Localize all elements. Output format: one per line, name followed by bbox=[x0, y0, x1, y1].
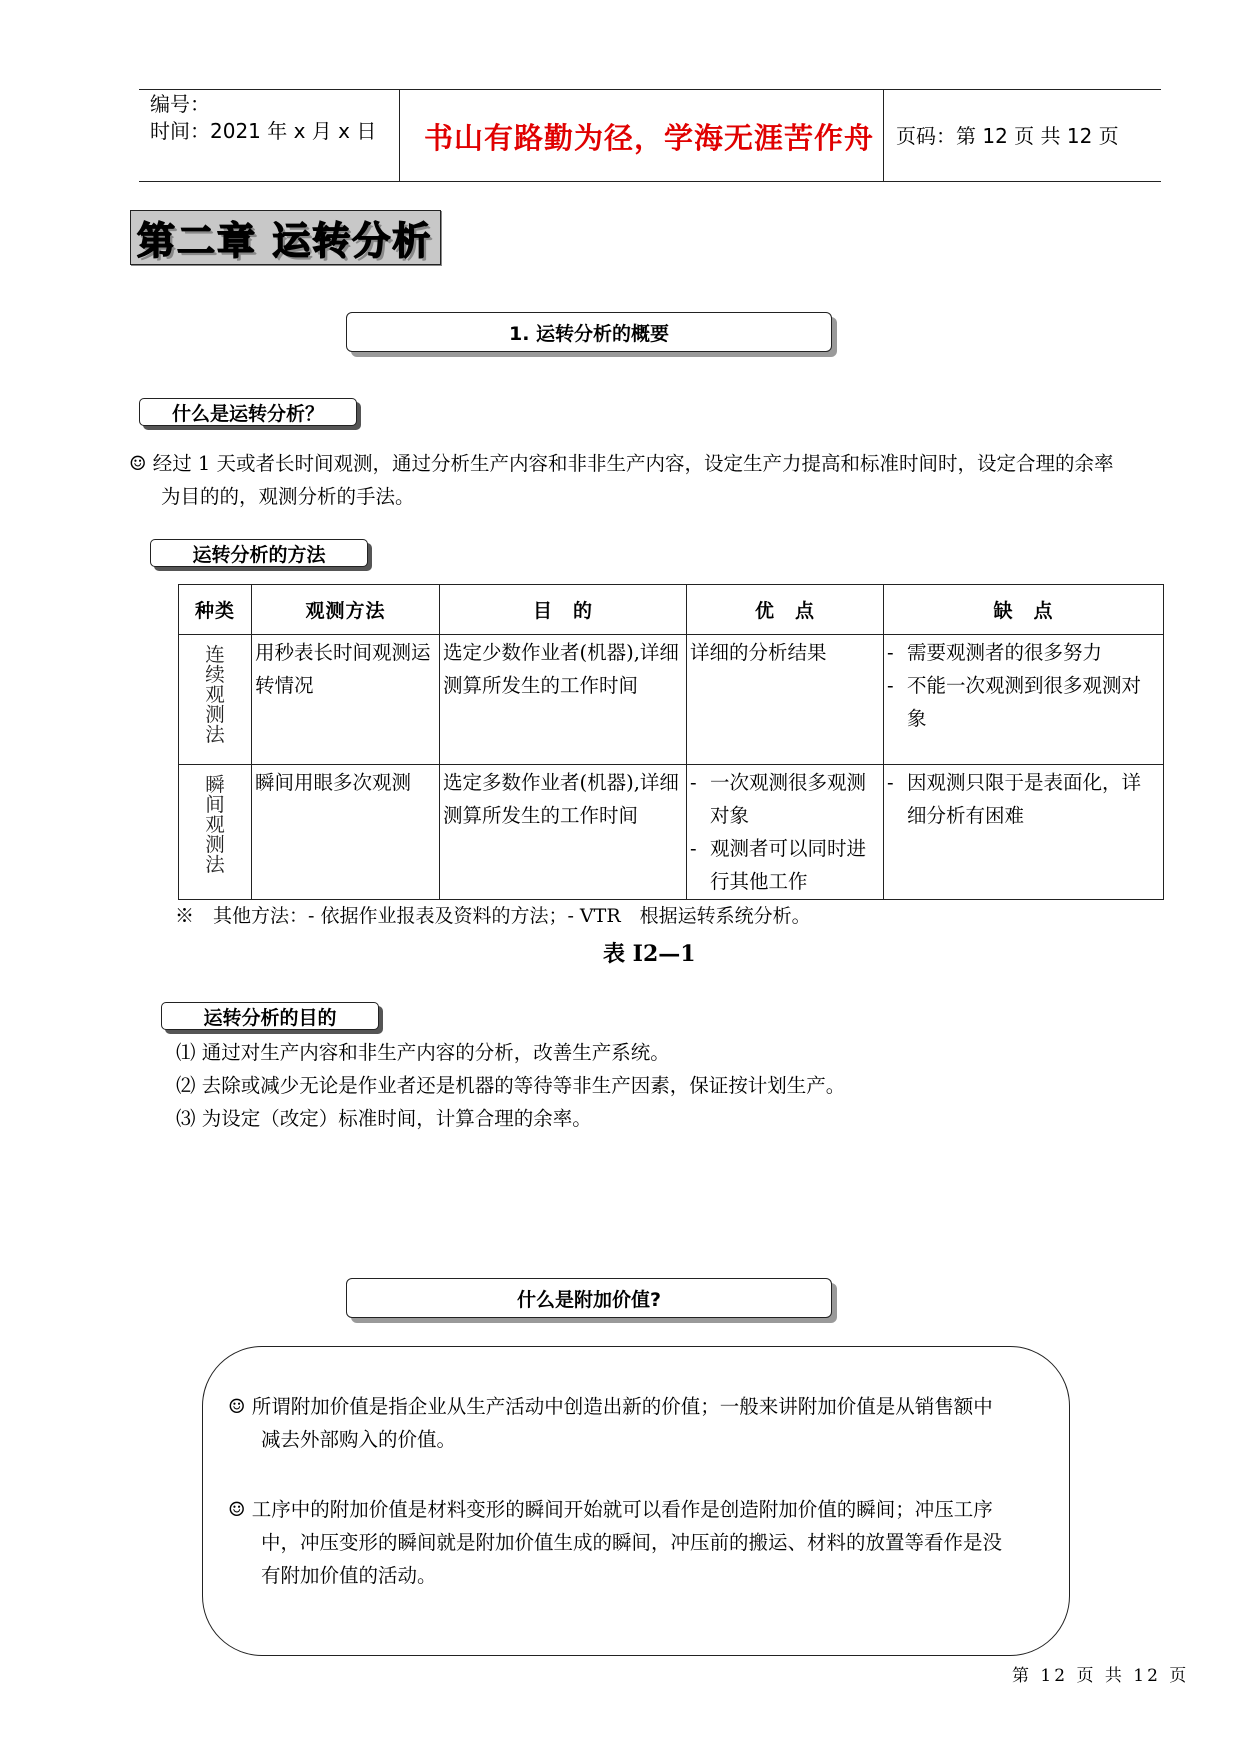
table-row bbox=[179, 635, 1164, 765]
pros-item bbox=[690, 766, 880, 832]
methods-heading-tag bbox=[150, 539, 368, 567]
pros-cell bbox=[687, 765, 884, 900]
cons-text: 需要观测者的很多努力 bbox=[907, 641, 1103, 664]
header-divider-left bbox=[399, 89, 400, 181]
chapter-title-box bbox=[130, 210, 441, 265]
value-added-p1-line: 减去外部购入的价值。 bbox=[261, 1428, 457, 1451]
header-bottom-rule bbox=[139, 181, 1161, 182]
list-item: ⑵ 去除或减少无论是作业者还是机器的等待等非生产因素，保证按计划生产。 bbox=[176, 1074, 846, 1097]
purpose-list bbox=[176, 1036, 845, 1135]
value-added-p2-line: 中，冲压变形的瞬间就是附加价值生成的瞬间，冲压前的搬运、材料的放置等看作是没 bbox=[261, 1531, 1003, 1554]
value-added-title: 什么是附加价值? bbox=[516, 1288, 662, 1311]
cons-item bbox=[887, 669, 1160, 735]
kind-char: 测 bbox=[205, 703, 225, 726]
list-item: ⑴ 通过对生产内容和非生产内容的分析，改善生产系统。 bbox=[176, 1041, 670, 1064]
col-kind: 种类 bbox=[179, 585, 252, 635]
pros-text: 一次观测很多观测对象 bbox=[710, 771, 867, 827]
value-added-p2-line: 工序中的附加价值是材料变形的瞬间开始就可以看作是创造附加价值的瞬间；冲压工序 bbox=[251, 1498, 993, 1521]
section-title-box bbox=[346, 312, 832, 352]
col-method: 观测方法 bbox=[252, 585, 440, 635]
method-cell: 用秒表长时间观测运转情况 bbox=[252, 635, 440, 765]
table-row bbox=[179, 765, 1164, 900]
value-added-paragraph-1 bbox=[228, 1390, 1058, 1456]
dash-mark: - bbox=[887, 674, 894, 697]
value-added-title-box bbox=[346, 1278, 832, 1318]
what-is-line-1: 经过 1 天或者长时间观测，通过分析生产内容和非非生产内容，设定生产力提高和标准时间时，设定合理的余率 bbox=[152, 452, 1114, 475]
table-header-row bbox=[179, 585, 1164, 635]
kind-char: 观 bbox=[205, 683, 225, 706]
pros-item bbox=[690, 832, 880, 898]
header-divider-right bbox=[883, 89, 884, 181]
dash-mark: - bbox=[887, 641, 894, 664]
col-pros: 优 点 bbox=[687, 585, 884, 635]
col-purpose: 目 的 bbox=[440, 585, 687, 635]
smiley-icon: ☺ bbox=[129, 452, 147, 475]
kind-char: 间 bbox=[205, 793, 225, 816]
page-footer: 第 12 页 共 12 页 bbox=[1012, 1666, 1190, 1686]
dash-mark: - bbox=[690, 771, 697, 794]
value-added-p2-line: 有附加价值的活动。 bbox=[261, 1564, 437, 1587]
cons-text: 因观测只限于是表面化，详细分析有困难 bbox=[907, 771, 1142, 827]
header-number-label: 编号： bbox=[150, 92, 210, 116]
section-title: 1. 运转分析的概要 bbox=[508, 322, 670, 345]
kind-char: 连 bbox=[205, 643, 225, 666]
dash-mark: - bbox=[887, 771, 894, 794]
kind-char: 测 bbox=[205, 833, 225, 856]
pros-cell bbox=[687, 635, 884, 765]
header-top-rule bbox=[139, 89, 1161, 90]
purpose-heading: 运转分析的目的 bbox=[203, 1006, 337, 1029]
what-is-heading-tag bbox=[139, 398, 357, 426]
purpose-cell: 选定少数作业者(机器),详细测算所发生的工作时间 bbox=[440, 635, 687, 765]
cons-item bbox=[887, 636, 1160, 669]
kind-char: 观 bbox=[205, 813, 225, 836]
smiley-icon: ☺ bbox=[228, 1498, 246, 1521]
what-is-heading: 什么是运转分析？ bbox=[171, 402, 324, 425]
kind-char: 瞬 bbox=[205, 773, 225, 796]
kind-cell bbox=[179, 765, 252, 900]
methods-note: ※ 其他方法：- 依据作业报表及资料的方法；- VTR 根据运转系统分析。 bbox=[175, 905, 811, 927]
cons-item bbox=[887, 766, 1160, 832]
smiley-icon: ☺ bbox=[228, 1395, 246, 1418]
header-page-label: 页码：第 12 页 共 12 页 bbox=[896, 124, 1119, 148]
list-item: ⑶ 为设定（改定）标准时间，计算合理的余率。 bbox=[176, 1107, 592, 1130]
col-cons: 缺 点 bbox=[884, 585, 1164, 635]
what-is-paragraph bbox=[129, 447, 1189, 513]
methods-table bbox=[178, 584, 1164, 900]
kind-cell bbox=[179, 635, 252, 765]
header-motto: 书山有路勤为径，学海无涯苦作舟 bbox=[424, 121, 875, 155]
value-added-paragraph-2 bbox=[228, 1493, 1058, 1592]
value-added-p1-line: 所谓附加价值是指企业从生产活动中创造出新的价值；一般来讲附加价值是从销售额中 bbox=[251, 1395, 993, 1418]
kind-char: 法 bbox=[205, 723, 225, 746]
kind-char: 续 bbox=[205, 663, 225, 686]
methods-heading: 运转分析的方法 bbox=[192, 543, 326, 566]
table-caption: 表 I2—1 bbox=[603, 941, 696, 967]
pros-item: 详细的分析结果 bbox=[690, 641, 827, 664]
kind-char: 法 bbox=[205, 853, 225, 876]
purpose-heading-tag bbox=[161, 1002, 379, 1030]
what-is-line-2: 为目的的，观测分析的手法。 bbox=[161, 485, 415, 508]
dash-mark: - bbox=[690, 837, 697, 860]
cons-text: 不能一次观测到很多观测对象 bbox=[907, 674, 1142, 730]
method-cell: 瞬间用眼多次观测 bbox=[252, 765, 440, 900]
purpose-cell: 选定多数作业者(机器),详细测算所发生的工作时间 bbox=[440, 765, 687, 900]
cons-cell bbox=[884, 635, 1164, 765]
header-time-label: 时间：2021 年 x 月 x 日 bbox=[150, 119, 377, 143]
cons-cell bbox=[884, 765, 1164, 900]
chapter-title: 第二章 运转分析 bbox=[137, 219, 433, 263]
pros-text: 观测者可以同时进行其他工作 bbox=[710, 837, 867, 893]
